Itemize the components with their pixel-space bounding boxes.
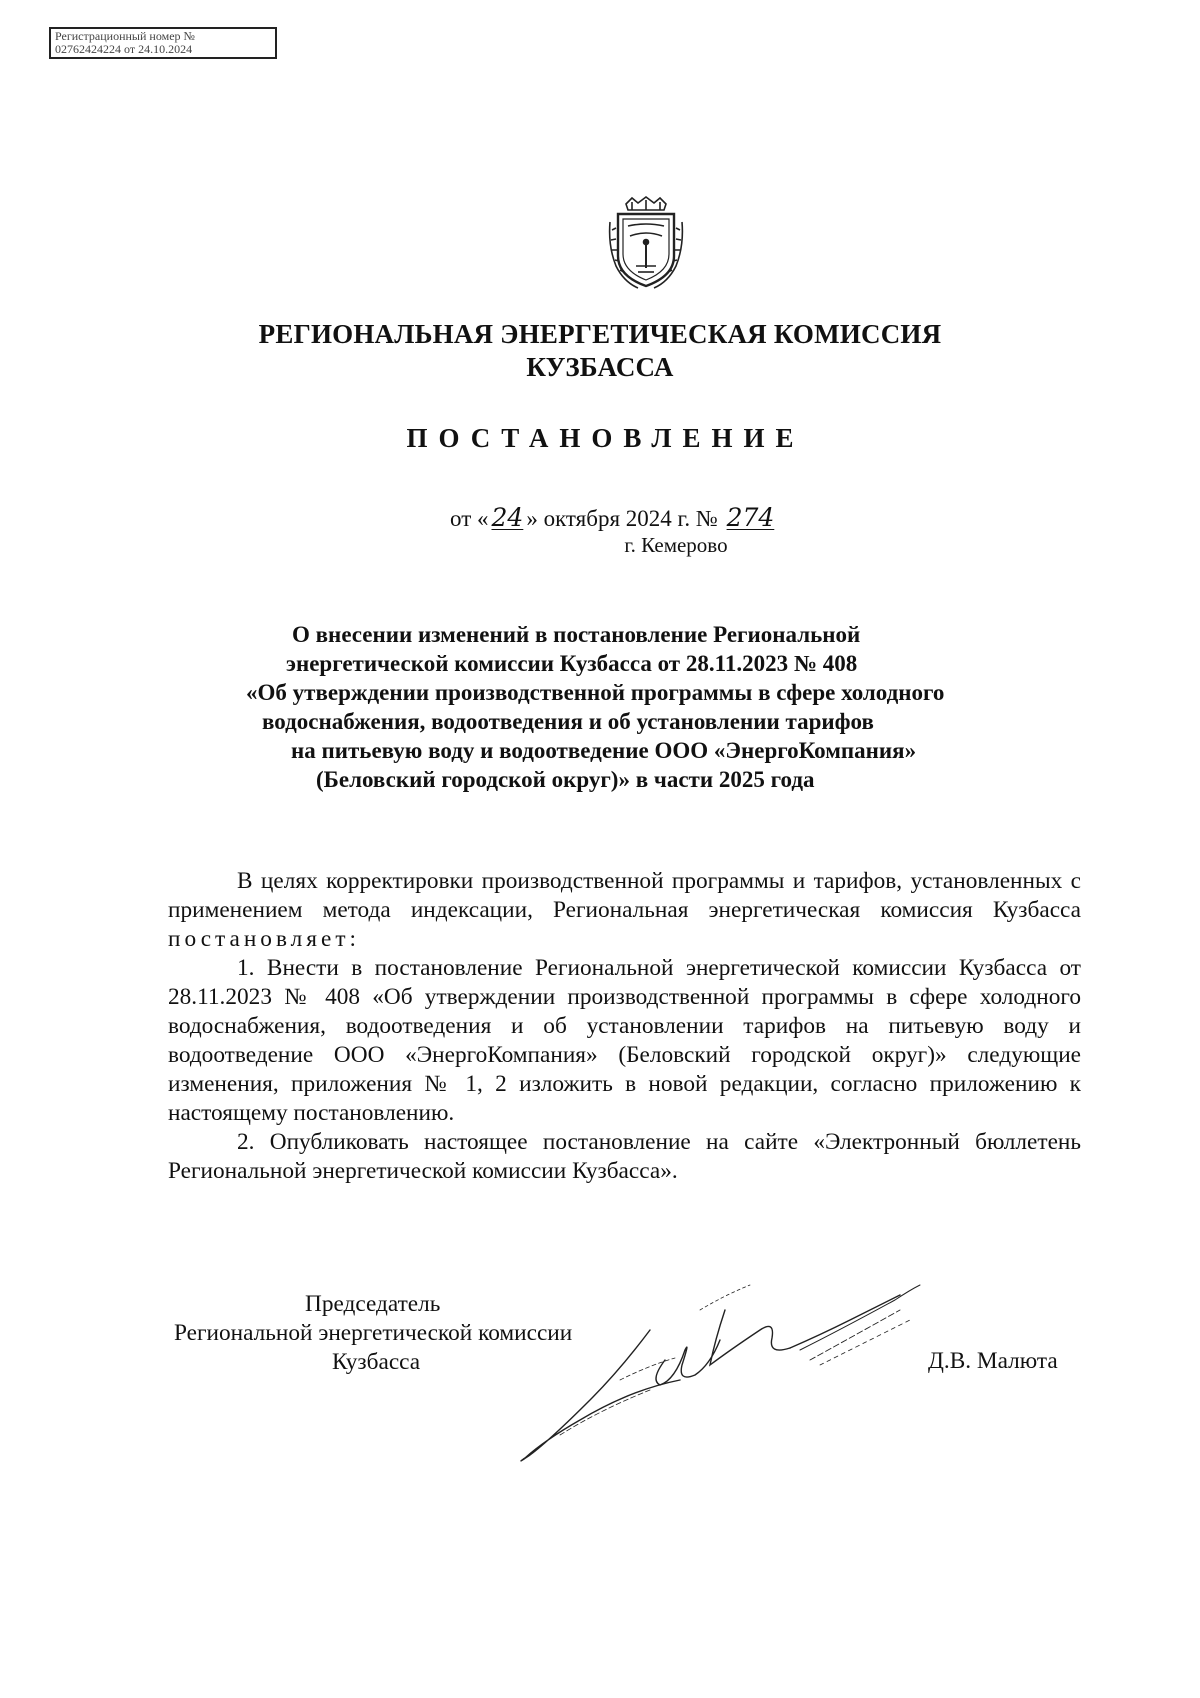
subject-line: энергетической комиссии Кузбасса от 28.11.2023 № 408 bbox=[286, 651, 858, 676]
document-type: ПОСТАНОВЛЕНИЕ bbox=[406, 423, 805, 453]
subject-line: «Об утверждении производственной программы в сфере холодного bbox=[246, 680, 945, 705]
registration-stamp bbox=[49, 27, 277, 59]
document-date-line bbox=[450, 503, 777, 532]
date-prefix: от « bbox=[450, 506, 489, 531]
signature-title-line1: Председатель bbox=[305, 1291, 441, 1317]
subject-line: на питьевую воду и водоотведение ООО «ЭнергоКомпания» bbox=[291, 738, 917, 763]
subject-line: водоснабжения, водоотведения и об установлении тарифов bbox=[262, 709, 874, 734]
intro-paragraph bbox=[168, 867, 1081, 954]
registration-label: Регистрационный номер № bbox=[55, 29, 195, 43]
coat-of-arms-icon bbox=[608, 196, 684, 290]
signature-title-line3: Кузбасса bbox=[332, 1349, 421, 1375]
signature-title-line2: Региональной энергетической комиссии bbox=[174, 1320, 573, 1346]
resolve-word: постановляет: bbox=[168, 926, 360, 952]
item-2-paragraph: 2. Опубликовать настоящее постановление на сайте «Электронный бюллетень Региональной энергетической комиссии Кузбасса». bbox=[168, 1129, 1081, 1184]
organization-name-line1: РЕГИОНАЛЬНАЯ ЭНЕРГЕТИЧЕСКАЯ КОМИССИЯ bbox=[258, 319, 942, 349]
document-body bbox=[168, 867, 1081, 1186]
document-number-handwritten: 274 bbox=[726, 503, 775, 532]
registration-number: 02762424224 от 24.10.2024 bbox=[55, 42, 193, 56]
subject-line: (Беловский городской округ)» в части 2025 года bbox=[316, 767, 815, 792]
handwritten-signature-icon bbox=[500, 1270, 980, 1470]
organization-title bbox=[0, 318, 1200, 384]
item-1-paragraph: 1. Внести в постановление Региональной энергетической комиссии Кузбасса от 28.11.2023 № 408 «Об утверждении производственной программы в сфере холодного водоснабжения, водоотведения и об установлении тарифов на питьевую воду и водоотведение ООО «ЭнергоКомпания» (Беловский городской округ)» следующие изменения, приложения № 1, 2 изложить в новой редакции, согласно приложению к настоящему постановлению. bbox=[168, 955, 1081, 1126]
date-middle: » октября 2024 г. № bbox=[526, 506, 718, 531]
signer-name: Д.В. Малюта bbox=[928, 1348, 1058, 1374]
intro-text: В целях корректировки производственной программы и тарифов, установленных с применением метода индексации, Региональная энергетическая комиссия Кузбасса bbox=[168, 868, 1081, 923]
document-city: г. Кемерово bbox=[624, 533, 728, 557]
subject-line: О внесении изменений в постановление Региональной bbox=[292, 622, 861, 647]
organization-name-line2: КУЗБАССА bbox=[526, 352, 674, 382]
date-day-handwritten: 24 bbox=[491, 503, 524, 532]
